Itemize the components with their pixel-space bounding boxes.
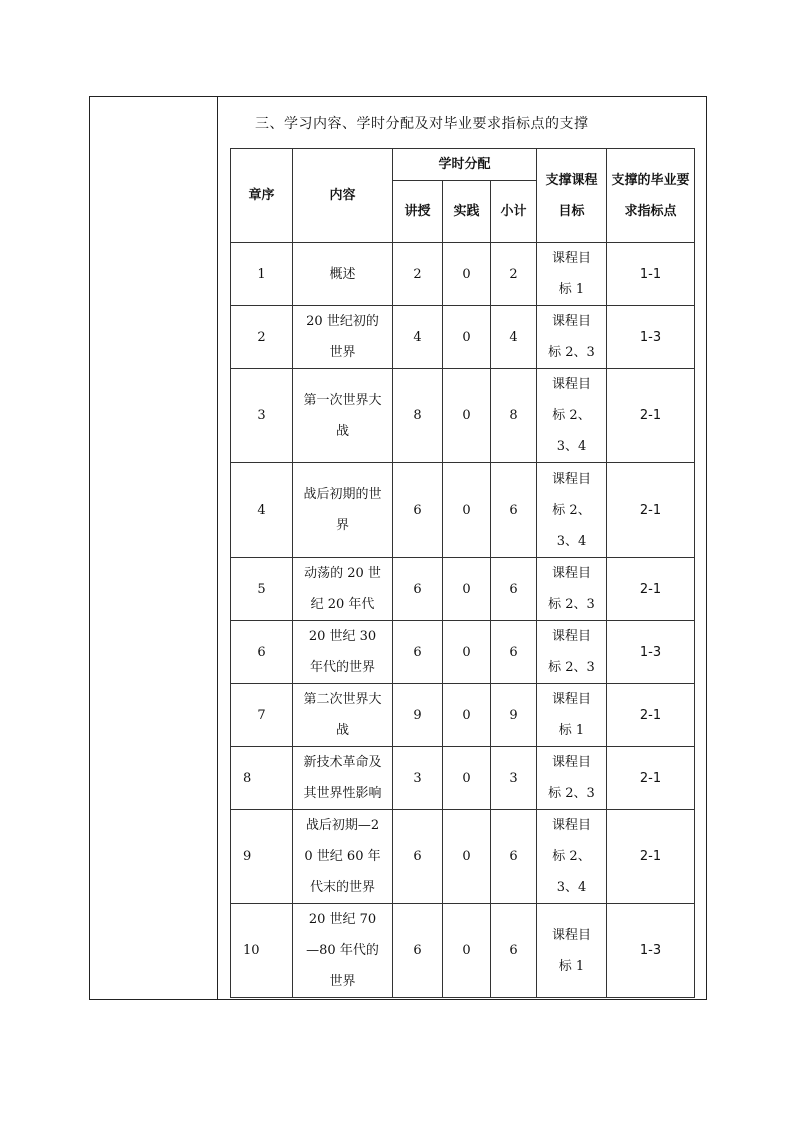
table-row [231, 306, 695, 369]
cell-lecture: 6 [393, 621, 443, 684]
cell-indicator: 1-3 [607, 904, 695, 998]
cell-subtotal: 4 [491, 306, 537, 369]
cell-chapter: 5 [231, 558, 293, 621]
cell-content: 战后初期—20 世纪 60 年代末的世界 [293, 810, 393, 904]
cell-subtotal: 3 [491, 747, 537, 810]
cell-subtotal: 8 [491, 369, 537, 463]
cell-lecture: 8 [393, 369, 443, 463]
cell-chapter: 7 [231, 684, 293, 747]
header-course-goal: 支撑课程目标 [537, 149, 607, 243]
cell-lecture: 4 [393, 306, 443, 369]
cell-lecture: 6 [393, 810, 443, 904]
cell-chapter: 3 [231, 369, 293, 463]
header-lecture: 讲授 [393, 181, 443, 243]
cell-content: 20 世纪 30 年代的世界 [293, 621, 393, 684]
cell-lecture: 2 [393, 243, 443, 306]
table-row [231, 747, 695, 810]
section-title: 三、学习内容、学时分配及对毕业要求指标点的支撑 [255, 116, 589, 132]
cell-content: 新技术革命及其世界性影响 [293, 747, 393, 810]
cell-practice: 0 [443, 904, 491, 998]
cell-practice: 0 [443, 558, 491, 621]
cell-course-goal: 课程目标 2、3、4 [537, 463, 607, 558]
cell-course-goal: 课程目标 1 [537, 243, 607, 306]
header-subtotal: 小计 [491, 181, 537, 243]
cell-chapter: 9 [231, 810, 293, 904]
header-practice: 实践 [443, 181, 491, 243]
frame-right-border [706, 96, 707, 1000]
cell-course-goal: 课程目标 2、3 [537, 621, 607, 684]
cell-indicator: 2-1 [607, 369, 695, 463]
cell-practice: 0 [443, 243, 491, 306]
cell-indicator: 2-1 [607, 463, 695, 558]
cell-practice: 0 [443, 684, 491, 747]
cell-practice: 0 [443, 306, 491, 369]
cell-practice: 0 [443, 369, 491, 463]
cell-subtotal: 9 [491, 684, 537, 747]
cell-lecture: 3 [393, 747, 443, 810]
cell-course-goal: 课程目标 2、3 [537, 558, 607, 621]
table-row [231, 684, 695, 747]
cell-indicator: 1-3 [607, 621, 695, 684]
cell-lecture: 9 [393, 684, 443, 747]
cell-indicator: 1-3 [607, 306, 695, 369]
cell-content: 概述 [293, 243, 393, 306]
cell-subtotal: 2 [491, 243, 537, 306]
cell-indicator: 2-1 [607, 558, 695, 621]
table-row [231, 369, 695, 463]
table-row [231, 463, 695, 558]
cell-course-goal: 课程目标 1 [537, 904, 607, 998]
cell-lecture: 6 [393, 904, 443, 998]
cell-indicator: 1-1 [607, 243, 695, 306]
cell-chapter: 10 [231, 904, 293, 998]
cell-content: 战后初期的世界 [293, 463, 393, 558]
syllabus-table [230, 148, 695, 998]
cell-course-goal: 课程目标 1 [537, 684, 607, 747]
cell-chapter: 6 [231, 621, 293, 684]
cell-chapter: 2 [231, 306, 293, 369]
cell-lecture: 6 [393, 463, 443, 558]
cell-practice: 0 [443, 747, 491, 810]
cell-indicator: 2-1 [607, 810, 695, 904]
cell-practice: 0 [443, 463, 491, 558]
cell-indicator: 2-1 [607, 684, 695, 747]
frame-bottom-border [89, 999, 707, 1000]
cell-content: 第一次世界大战 [293, 369, 393, 463]
header-grad-requirement: 支撑的毕业要求指标点 [607, 149, 695, 243]
frame-column-divider [217, 96, 218, 1000]
cell-subtotal: 6 [491, 904, 537, 998]
header-hours-group: 学时分配 [393, 149, 537, 181]
header-chapter: 章序 [231, 149, 293, 243]
cell-lecture: 6 [393, 558, 443, 621]
cell-course-goal: 课程目标 2、3 [537, 747, 607, 810]
cell-practice: 0 [443, 810, 491, 904]
table-row [231, 621, 695, 684]
cell-subtotal: 6 [491, 621, 537, 684]
cell-subtotal: 6 [491, 810, 537, 904]
header-content: 内容 [293, 149, 393, 243]
cell-chapter: 4 [231, 463, 293, 558]
cell-chapter: 1 [231, 243, 293, 306]
table-row [231, 810, 695, 904]
cell-course-goal: 课程目标 2、3 [537, 306, 607, 369]
cell-course-goal: 课程目标 2、3、4 [537, 810, 607, 904]
table-row [231, 904, 695, 998]
cell-practice: 0 [443, 621, 491, 684]
cell-content: 动荡的 20 世纪 20 年代 [293, 558, 393, 621]
cell-content: 20 世纪初的世界 [293, 306, 393, 369]
frame-left-border [89, 96, 90, 1000]
cell-indicator: 2-1 [607, 747, 695, 810]
cell-chapter: 8 [231, 747, 293, 810]
cell-course-goal: 课程目标 2、3、4 [537, 369, 607, 463]
cell-content: 第二次世界大战 [293, 684, 393, 747]
table-row [231, 558, 695, 621]
cell-subtotal: 6 [491, 558, 537, 621]
frame-top-border [89, 96, 707, 97]
cell-content: 20 世纪 70—80 年代的世界 [293, 904, 393, 998]
table-row [231, 243, 695, 306]
cell-subtotal: 6 [491, 463, 537, 558]
